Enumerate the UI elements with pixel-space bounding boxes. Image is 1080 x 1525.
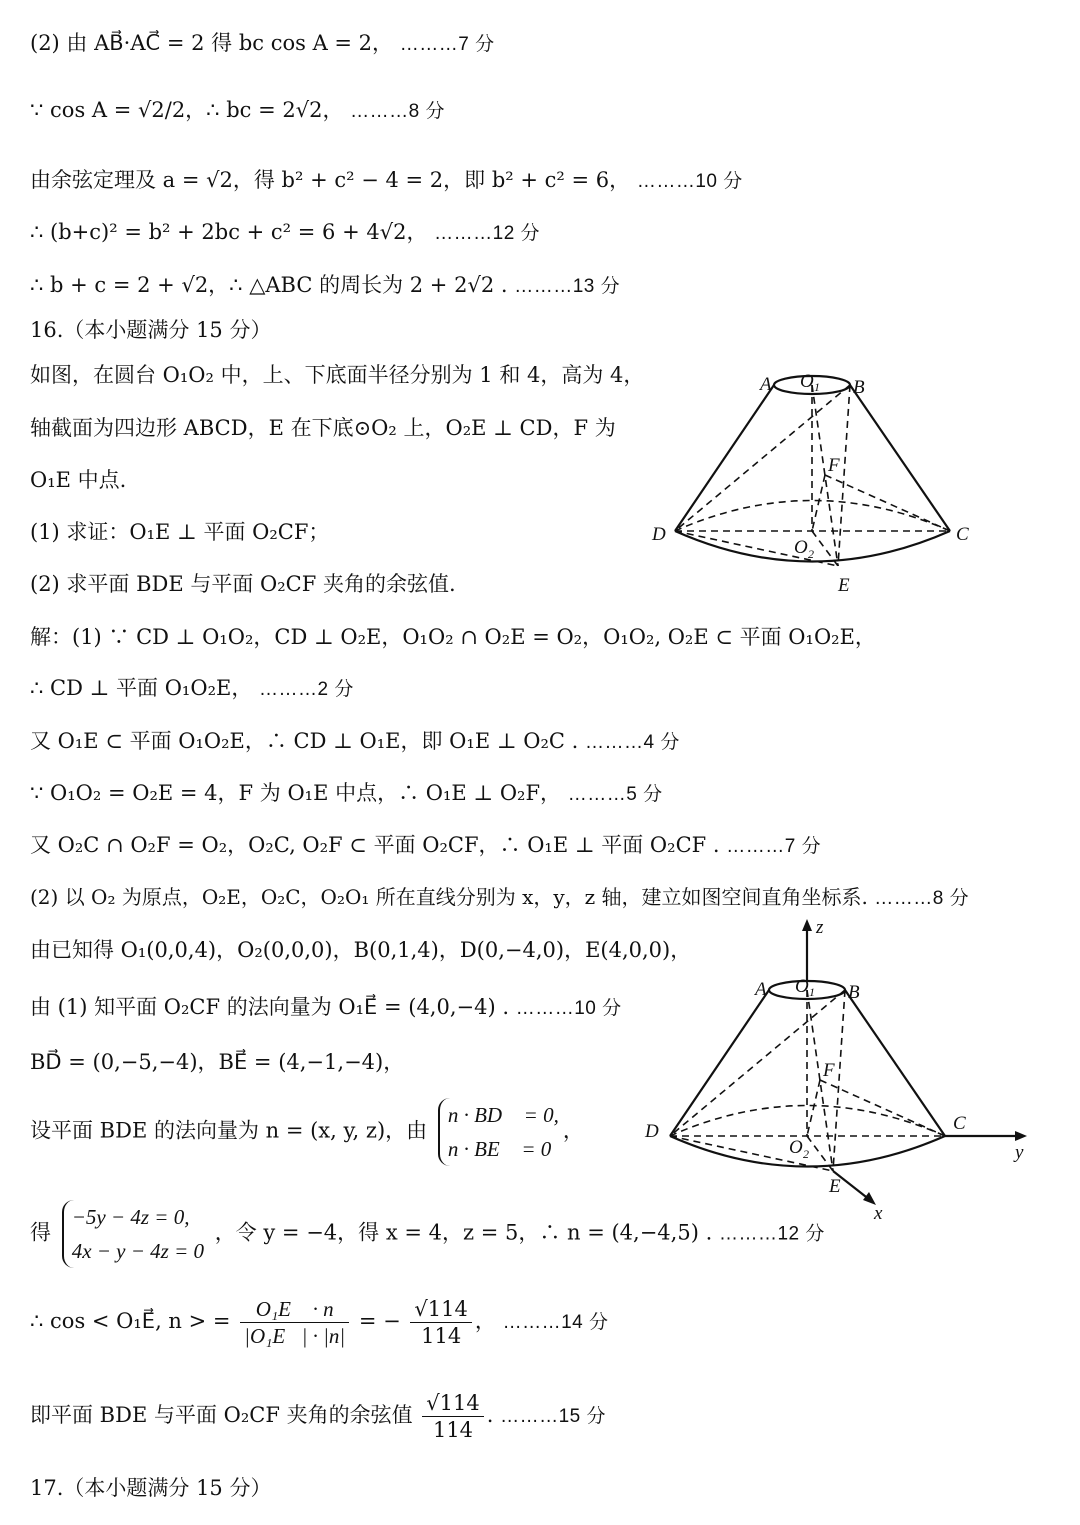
segment-O2F — [807, 1080, 820, 1136]
solution-line-10: 设平面 BDE 的法向量为 n = (x, y, z)，由 n · BD⃗ = 0, n · BE⃗ = 0 ， — [30, 1098, 584, 1166]
score-mark: ………8 分 — [350, 101, 446, 122]
edge-BC — [850, 385, 950, 531]
line-5: ∴ b + c = 2 + √2，∴ △ABC 的周长为 2 + 2√2 . ………13 分 — [30, 273, 621, 297]
problem-17-header: 17.（本小题满分 15 分） — [30, 1476, 272, 1500]
label-C: C — [953, 1113, 966, 1134]
label-O1: O — [800, 371, 814, 392]
score-mark: ………7 分 — [726, 836, 822, 857]
label-E: E — [829, 1176, 841, 1197]
label-A: A — [760, 374, 772, 395]
line-1: (2) 由 AB⃗·AC⃗ = 2 得 bc cos A = 2， ………7 分 — [30, 31, 495, 55]
label-B: B — [853, 377, 865, 398]
label-D: D — [652, 524, 666, 545]
label-D: D — [645, 1121, 659, 1142]
solution-line-4: ∵ O₁O₂ = O₂E = 4，F 为 O₁E 中点，∴ O₁E ⊥ O₂F， ………5 分 — [30, 781, 663, 805]
cos-value-fraction: $\frac{√114}{114}$ — [410, 1296, 471, 1349]
score-mark: ………15 分 — [500, 1406, 607, 1427]
equation-system-2: −5y − 4z = 0, 4x − y − 4z = 0 — [62, 1200, 204, 1268]
axis-label-z: z — [816, 917, 824, 938]
cos-fraction: $\frac{\text{O₁E⃗ · n}}{\text{|O₁E⃗| · |n|}}$ — [240, 1296, 349, 1349]
solution-line-5: 又 O₂C ∩ O₂F = O₂，O₂C, O₂F ⊂ 平面 O₂CF，∴ O₁E ⊥ 平面 O₂CF . ………7 分 — [30, 833, 822, 857]
solution-line-2: ∴ CD ⊥ 平面 O₁O₂E， ………2 分 — [30, 676, 354, 700]
frustum-figure-1 — [640, 360, 980, 600]
label-O2: O — [794, 537, 808, 558]
solution-line-1: 解：(1) ∵ CD ⊥ O₁O₂，CD ⊥ O₂E，O₁O₂ ∩ O₂E = O₂，O₁O₂, O₂E ⊂ 平面 O₁O₂E， — [30, 625, 876, 649]
score-mark: ………8 分 — [874, 888, 970, 909]
score-mark: ………10 分 — [636, 171, 743, 192]
segment-BE — [838, 385, 850, 566]
segment-BE — [833, 990, 845, 1171]
label-F: F — [828, 455, 840, 476]
label-O1: O — [795, 976, 809, 997]
frustum-figure-2 — [635, 915, 1045, 1230]
solution-line-9: BD⃗ = (0,−5,−4)，BE⃗ = (4,−1,−4)， — [30, 1050, 405, 1074]
segment-O2F — [812, 475, 825, 531]
solution-line-8: 由 (1) 知平面 O₂CF 的法向量为 O₁E⃗ = (4,0,−4) . ………10 分 — [30, 995, 622, 1019]
edge-AD — [670, 990, 769, 1136]
segment-BD — [675, 385, 850, 531]
score-mark: ………14 分 — [502, 1312, 609, 1333]
solution-line-11: 得 −5y − 4z = 0, 4x − y − 4z = 0 ，令 y = −4，得 x = 4，z = 5，∴ n = (4,−4,5) . ………12 分 — [30, 1200, 825, 1268]
final-fraction: $\frac{√114}{114}$ — [422, 1390, 483, 1443]
label-O2-sub: 2 — [808, 547, 814, 561]
edge-BC — [845, 990, 945, 1136]
label-A: A — [755, 979, 767, 1000]
score-mark: ………4 分 — [584, 732, 680, 753]
y-arrow-icon — [1015, 1131, 1027, 1141]
problem-16-header: 16.（本小题满分 15 分） — [30, 318, 272, 342]
score-mark: ………7 分 — [399, 34, 495, 55]
solution-line-3: 又 O₁E ⊂ 平面 O₁O₂E，∴ CD ⊥ O₁E，即 O₁E ⊥ O₂C . ………4 分 — [30, 729, 680, 753]
axis-label-x: x — [874, 1203, 883, 1224]
edge-AD — [675, 385, 774, 531]
problem-16-part-2: (2) 求平面 BDE 与平面 O₂CF 夹角的余弦值. — [30, 572, 456, 596]
score-mark: ………13 分 — [514, 276, 621, 297]
axis-label-y: y — [1015, 1142, 1024, 1163]
equation-system-1: n · BD⃗ = 0, n · BE⃗ = 0 — [438, 1098, 559, 1166]
score-mark: ………12 分 — [718, 1223, 825, 1245]
score-mark: ………2 分 — [259, 679, 354, 700]
label-B: B — [848, 982, 860, 1003]
problem-16-stem-3: O₁E 中点. — [30, 468, 127, 492]
label-O2-sub: 2 — [803, 1147, 809, 1161]
score-mark: ………12 分 — [434, 223, 541, 244]
label-O1-sub: 1 — [814, 380, 820, 394]
problem-16-stem-1: 如图，在圆台 O₁O₂ 中，上、下底面半径分别为 1 和 4，高为 4， — [30, 363, 645, 387]
problem-16-part-1: (1) 求证：O₁E ⊥ 平面 O₂CF； — [30, 520, 330, 544]
score-mark: ………10 分 — [515, 998, 622, 1019]
label-C: C — [956, 524, 969, 545]
solution-line-12: ∴ cos < O₁E⃗, n > = $\frac{\text{O₁E⃗ · n}}{\text{|O₁E⃗| · |n|}}$ = − $\frac{√114}{114}$ ， ………14 分 — [30, 1297, 609, 1348]
solution-line-13: 即平面 BDE 与平面 O₂CF 夹角的余弦值 $\frac{√114}{114}$ . ………15 分 — [30, 1391, 607, 1442]
label-O2: O — [789, 1137, 803, 1158]
label-E: E — [838, 575, 850, 596]
solution-line-7: 由已知得 O₁(0,0,4)，O₂(0,0,0)，B(0,1,4)，D(0,−4,0)，E(4,0,0)， — [30, 938, 692, 962]
solution-line-6: (2) 以 O₂ 为原点，O₂E，O₂C，O₂O₁ 所在直线分别为 x，y，z 轴，建立如图空间直角坐标系. ………8 分 — [30, 885, 970, 909]
z-arrow-icon — [802, 919, 812, 931]
label-F: F — [823, 1060, 835, 1081]
line-4: ∴ (b+c)² = b² + 2bc + c² = 6 + 4√2， ………12 分 — [30, 220, 541, 244]
segment-BD — [670, 990, 845, 1136]
line-2: ∵ cos A = √2/2，∴ bc = 2√2， ………8 分 — [30, 98, 446, 122]
problem-16-stem-2: 轴截面为四边形 ABCD，E 在下底⊙O₂ 上，O₂E ⊥ CD，F 为 — [30, 416, 616, 440]
label-O1-sub: 1 — [809, 985, 815, 999]
line-3: 由余弦定理及 a = √2，得 b² + c² − 4 = 2，即 b² + c² = 6， ………10 分 — [30, 168, 743, 192]
score-mark: ………5 分 — [567, 784, 663, 805]
